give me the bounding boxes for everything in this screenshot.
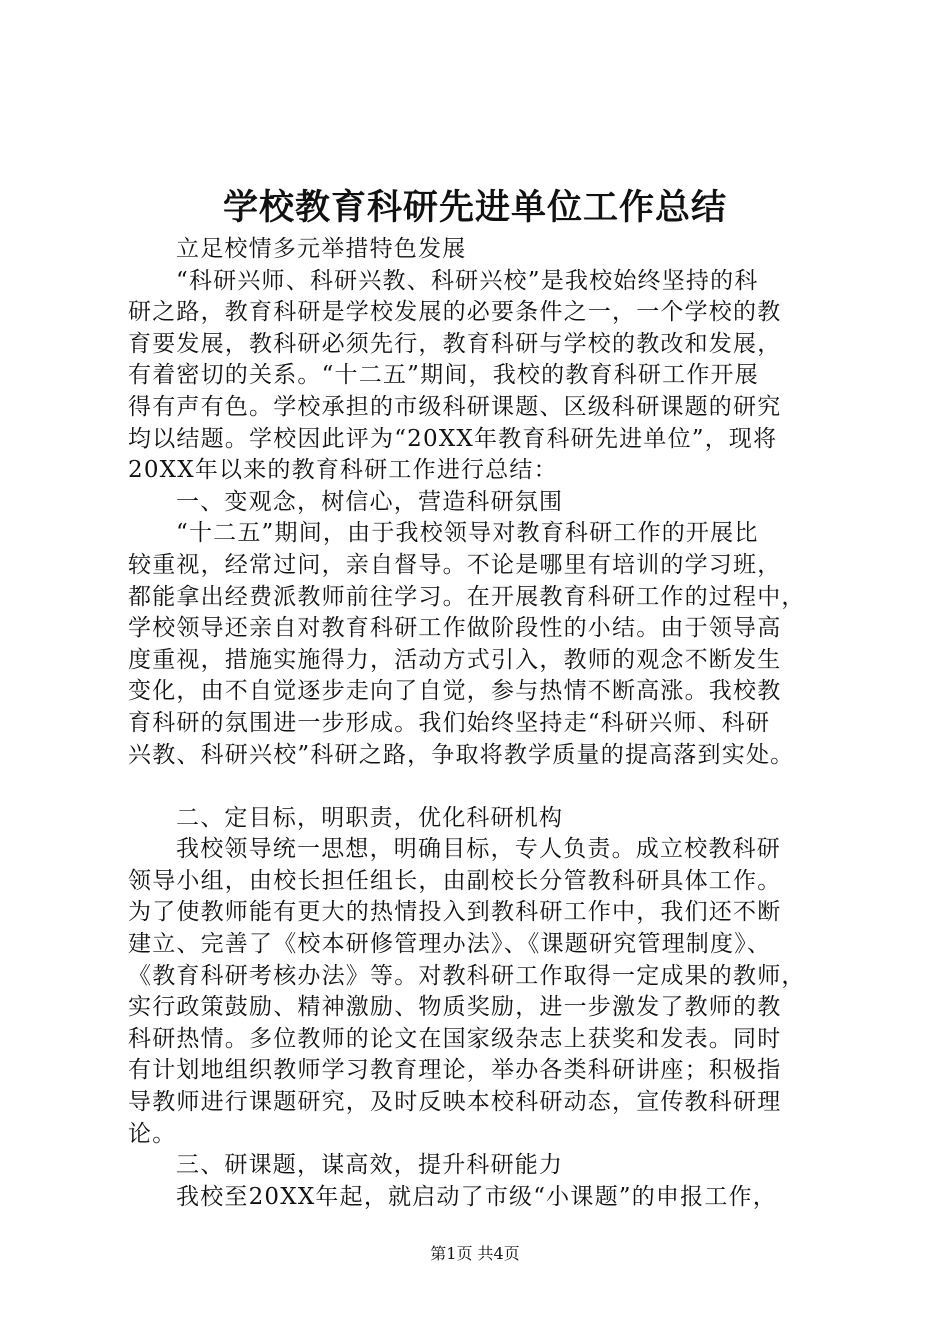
paragraph-line: 领导小组，由校长担任组长，由副校长分管教科研具体工作。 xyxy=(128,867,782,894)
section-heading: 一、变观念，树信心，营造科研氛围 xyxy=(176,488,564,515)
paragraph-line: “十二五”期间，由于我校领导对教育科研工作的开展比 xyxy=(176,520,759,547)
paragraph-line: 兴教、科研兴校”科研之路，争取将教学质量的提高落到实处。 xyxy=(128,741,795,768)
paragraph-line: 论。 xyxy=(128,1120,177,1147)
paragraph-line: 育科研的氛围进一步形成。我们始终坚持走“科研兴师、科研 xyxy=(128,709,771,736)
paragraph-line: 较重视，经常过问，亲自督导。不论是哪里有培训的学习班， xyxy=(128,551,782,578)
paragraph-line: 度重视，措施实施得力，活动方式引入，教师的观念不断发生 xyxy=(128,646,782,673)
paragraph-line: 我校领导统一思想，明确目标，专人负责。成立校教科研 xyxy=(176,836,781,863)
paragraph-line: 变化，由不自觉逐步走向了自觉，参与热情不断高涨。我校教 xyxy=(128,678,782,705)
paragraph-line: 有着密切的关系。“十二五”期间，我校的教育科研工作开展 xyxy=(128,362,759,389)
paragraph-line: 都能拿出经费派教师前往学习。在开展教育科研工作的过程中， xyxy=(128,583,806,610)
paragraph-line: 为了使教师能有更大的热情投入到教科研工作中，我们还不断 xyxy=(128,899,782,926)
section-heading: 二、定目标，明职责，优化科研机构 xyxy=(176,804,564,831)
paragraph-line: 《教育科研考核办法》等。对教科研工作取得一定成果的教师， xyxy=(128,962,806,989)
paragraph-line: “科研兴师、科研兴教、科研兴校”是我校始终坚持的科 xyxy=(176,267,759,294)
paragraph-line: 得有声有色。学校承担的市级科研课题、区级科研课题的研究 xyxy=(128,393,782,420)
document-body xyxy=(128,234,828,1213)
paragraph-line: 20XX年以来的教育科研工作进行总结： xyxy=(128,457,558,484)
paragraph-line: 实行政策鼓励、精神激励、物质奖励，进一步激发了教师的教 xyxy=(128,994,782,1021)
paragraph-line: 科研热情。多位教师的论文在国家级杂志上获奖和发表。同时 xyxy=(128,1025,782,1052)
paragraph-line: 建立、完善了《校本研修管理办法》、《课题研究管理制度》、 xyxy=(128,931,772,958)
paragraph-line: 有计划地组织教师学习教育理论，举办各类科研讲座；积极指 xyxy=(128,1057,782,1084)
paragraph-line: 学校领导还亲自对教育科研工作做阶段性的小结。由于领导高 xyxy=(128,615,782,642)
paragraph-line: 均以结题。学校因此评为“20XX年教育科研先进单位”，现将 xyxy=(128,425,778,452)
paragraph-line: 研之路，教育科研是学校发展的必要条件之一，一个学校的教 xyxy=(128,299,782,326)
subtitle-line: 立足校情多元举措特色发展 xyxy=(176,236,467,262)
paragraph-spacer xyxy=(128,771,828,803)
section-heading: 三、研课题，谋高效，提升科研能力 xyxy=(176,1152,564,1179)
document-title: 学校教育科研先进单位工作总结 xyxy=(222,187,727,228)
page-footer: 第1页 共4页 xyxy=(430,1244,520,1263)
paragraph-line: 导教师进行课题研究，及时反映本校科研动态，宣传教科研理 xyxy=(128,1089,782,1116)
paragraph-line: 我校至20XX年起，就启动了市级“小课题”的申报工作， xyxy=(176,1183,777,1210)
paragraph-line: 育要发展，教科研必须先行，教育科研与学校的教改和发展， xyxy=(128,330,782,357)
